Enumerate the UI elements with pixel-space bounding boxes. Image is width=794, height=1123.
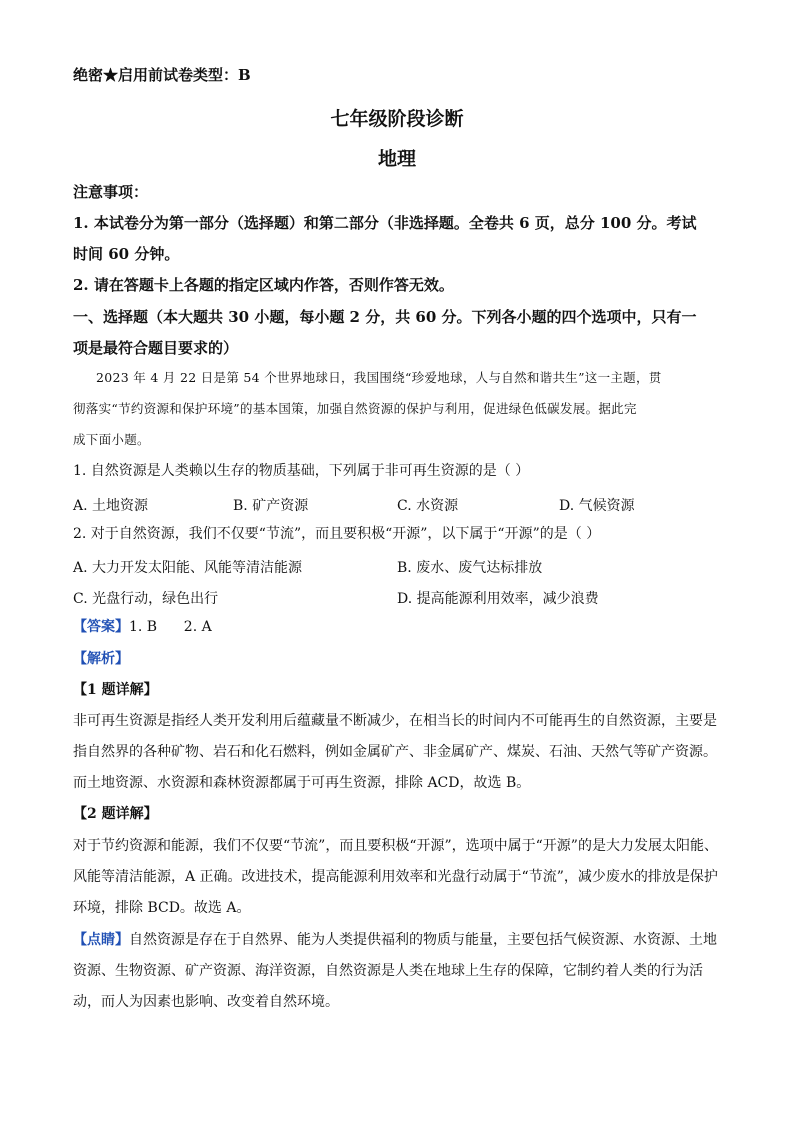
question-1-option-a: A. 土地资源	[73, 498, 149, 514]
analysis-tag: 【解析】	[73, 651, 129, 667]
notice-item-1-line-1: 1. 本试卷分为第一部分（选择题）和第二部分（非选择题。全卷共 6 页，总分 100 分。考试	[73, 214, 697, 232]
answer-tag: 【答案】	[73, 619, 129, 635]
section-1-heading-line-1: 一、选择题（本大题共 30 小题，每小题 2 分，共 60 分。下列各小题的四个选项中，只有一	[73, 308, 697, 326]
question-2-stem: 2. 对于自然资源，我们不仅要“节流”，而且要积极“开源”，以下属于“开源”的是（ ）	[73, 526, 601, 542]
question-2-option-d: D. 提高能源利用效率，减少浪费	[397, 591, 599, 607]
question-2-option-b: B. 废水、废气达标排放	[397, 560, 543, 576]
tip-line-3: 动，而人为因素也影响、改变着自然环境。	[73, 994, 339, 1010]
q2-detail-heading: 【2 题详解】	[73, 806, 158, 822]
passage-line-3: 成下面小题。	[73, 432, 150, 447]
notice-heading: 注意事项：	[73, 183, 149, 201]
passage-line-1: 2023 年 4 月 22 日是第 54 个世界地球日，我国围绕“珍爱地球，人与自然和谐共生”这一主题，贯	[96, 370, 662, 385]
subject-title: 地理	[377, 148, 416, 170]
section-1-heading-line-2: 项是最符合题目要求的）	[73, 339, 239, 357]
secret-label: 绝密★启用前试卷类型：B	[73, 66, 251, 84]
q2-detail-line-1: 对于节约资源和能源，我们不仅要“节流”，而且要积极“开源”，选项中属于“开源”的是大力发展太阳能、	[73, 838, 718, 854]
notice-item-1-line-2: 时间 60 分钟。	[73, 245, 180, 263]
passage-line-2: 彻落实“节约资源和保护环境”的基本国策，加强自然资源的保护与利用，促进绿色低碳发展。据此完	[73, 401, 637, 416]
question-1-option-c: C. 水资源	[397, 498, 459, 514]
answer-text: 1. B 2. A	[129, 619, 212, 635]
q1-detail-heading: 【1 题详解】	[73, 682, 158, 698]
q1-detail-line-3: 而土地资源、水资源和森林资源都属于可再生资源，排除 ACD，故选 B。	[73, 775, 531, 791]
tip-row	[73, 932, 723, 949]
q2-detail-line-2: 风能等清洁能源，A 正确。改进技术，提高能源利用效率和光盘行动属于“节流”，减少废水的排放是保护	[73, 869, 718, 885]
tip-tag: 【点睛】	[73, 932, 129, 948]
q2-detail-line-3: 环境，排除 BCD。故选 A。	[73, 900, 251, 916]
question-1-option-d: D. 气候资源	[559, 498, 635, 514]
question-2-option-c: C. 光盘行动，绿色出行	[73, 591, 219, 607]
question-1-option-b: B. 矿产资源	[233, 498, 309, 514]
q1-detail-line-1: 非可再生资源是指经人类开发利用后蕴藏量不断减少，在相当长的时间内不可能再生的自然资源，主要是	[73, 713, 717, 729]
answer-row	[73, 619, 723, 636]
question-2-option-a: A. 大力开发太阳能、风能等清洁能源	[73, 560, 303, 576]
q1-detail-line-2: 指自然界的各种矿物、岩石和化石燃料，例如金属矿产、非金属矿产、煤炭、石油、天然气等矿产资源。	[73, 744, 717, 760]
tip-line-2: 资源、生物资源、矿产资源、海洋资源，自然资源是人类在地球上生存的保障，它制约着人类的行为活	[73, 963, 703, 979]
tip-line-1: 自然资源是存在于自然界、能为人类提供福利的物质与能量，主要包括气候资源、水资源、土地	[129, 932, 717, 948]
page-title: 七年级阶段诊断	[330, 108, 464, 130]
notice-item-2: 2. 请在答题卡上各题的指定区域内作答，否则作答无效。	[73, 276, 454, 294]
question-1-stem: 1. 自然资源是人类赖以生存的物质基础，下列属于非可再生资源的是（ ）	[73, 463, 530, 479]
analysis-row	[73, 651, 723, 668]
